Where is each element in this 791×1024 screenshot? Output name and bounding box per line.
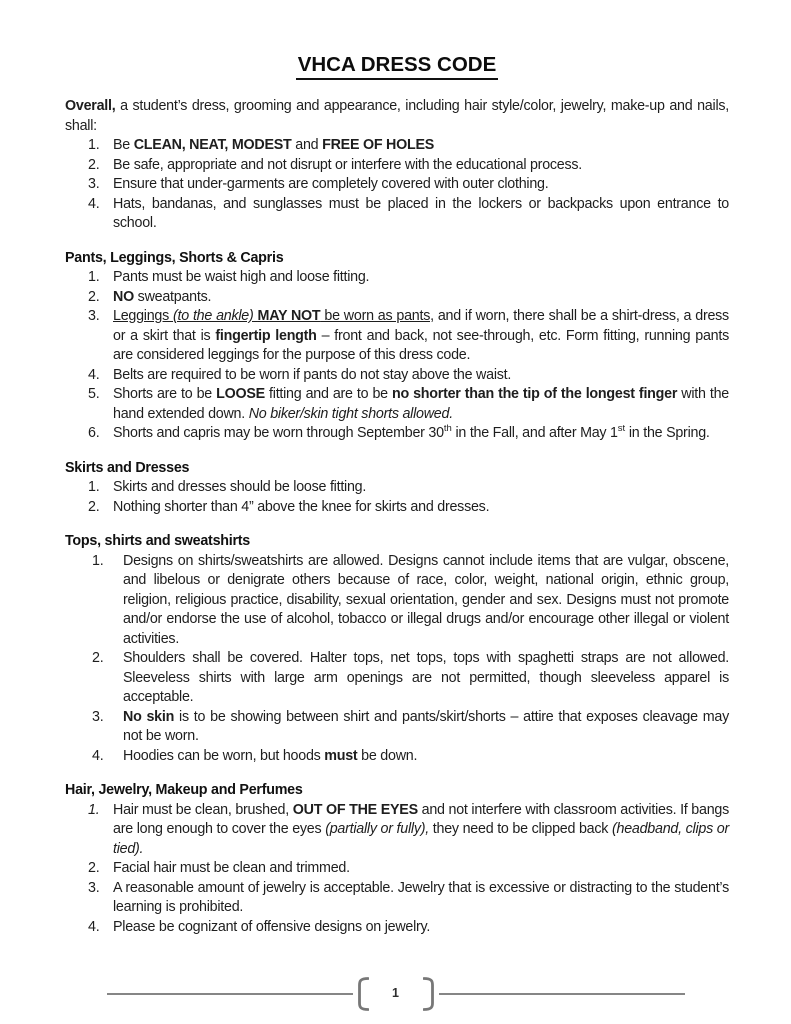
list-item-text <box>113 859 729 879</box>
text-segment: Shoulders shall be covered. Halter tops, net tops, tops with spaghetti straps are not allowed. Sleeveless shirts with large arm openings are not permitted, though sleeveless apparel is acceptable. <box>123 650 729 705</box>
list-item-number: 2. <box>88 288 100 305</box>
list-item-number: 2. <box>88 860 100 876</box>
list-item-text <box>123 552 729 650</box>
list-item-pants-1 <box>65 268 729 288</box>
list-item-number: 4. <box>92 747 104 764</box>
text-segment: – front and back, not see-through, etc. Form fitting, running pants are considered leggings for the purpose of this dress code. <box>113 327 729 363</box>
section-hair <box>65 781 729 937</box>
text-segment: Overall, <box>65 98 116 114</box>
list-item-text <box>113 136 729 156</box>
text-segment: Hats, bandanas, and sunglasses must be placed in the lockers or backpacks upon entrance to school. <box>113 195 729 231</box>
text-segment: is to be showing between shirt and pants/skirt/shorts – attire that exposes cleavage may not be worn. <box>123 708 730 744</box>
text-segment: Hoodies can be worn, but hoods <box>123 747 325 764</box>
list-item-text <box>113 195 729 234</box>
section-tops <box>65 532 729 766</box>
text-segment: NO <box>113 288 134 305</box>
text-segment: FREE OF HOLES <box>322 137 435 153</box>
text-segment: and <box>291 137 323 153</box>
footer-rule-right <box>439 993 685 995</box>
text-segment: must <box>324 747 358 764</box>
list-item-text <box>113 918 729 938</box>
list-item-number: 1. <box>92 552 104 569</box>
list-item-pants-3 <box>65 307 729 366</box>
text-segment: sweatpants. <box>133 288 212 305</box>
list-item-overall-2 <box>65 156 729 176</box>
footer-rule-left <box>107 993 353 995</box>
text-segment: and not interfere with classroom activities. If bangs are long enough to cover the eyes <box>113 801 730 837</box>
list-item-number: 4. <box>88 366 100 383</box>
list-item-overall-3 <box>65 175 729 195</box>
list-item-hair-1 <box>65 801 729 860</box>
text-segment: MAY NOT <box>257 308 321 324</box>
text-segment: No skin <box>123 708 175 725</box>
text-segment: Belts are required to be worn if pants do not stay above the waist. <box>113 366 512 383</box>
text-segment: they need to be clipped back <box>428 821 612 837</box>
list-item-number: 5. <box>88 386 100 402</box>
text-segment: Leggings <box>113 308 174 324</box>
list-item-number: 4. <box>88 195 100 212</box>
list-item-text <box>113 478 729 498</box>
text-segment: OUT OF THE EYES <box>292 801 418 818</box>
section-heading-pants: Pants, Leggings, Shorts & Capris <box>65 249 284 266</box>
section-skirts <box>65 459 729 518</box>
list-item-text <box>113 366 729 386</box>
text-segment: Shorts and capris may be worn through September 30 <box>113 425 444 441</box>
section-heading-skirts: Skirts and Dresses <box>65 459 190 476</box>
page-number: 1 <box>392 986 399 1001</box>
list-item-tops-2 <box>65 649 729 708</box>
text-segment: Shorts are to be <box>113 386 217 402</box>
section-heading-tops: Tops, shirts and sweatshirts <box>65 533 250 549</box>
list-item-number: 3. <box>88 879 100 896</box>
list-item-pants-4 <box>65 366 729 386</box>
text-segment: and if worn, there shall be a shirt-dress, a dress or a skirt that is <box>113 308 729 344</box>
text-segment: Please be cognizant of offensive designs on jewelry. <box>113 918 431 935</box>
text-segment: in the Spring. <box>625 425 710 441</box>
text-segment: with the hand extended down. <box>113 386 729 422</box>
document-title: VHCA DRESS CODE <box>296 52 499 80</box>
list-item-text <box>113 385 729 424</box>
text-segment: st <box>617 423 626 435</box>
list-item-text <box>113 424 729 444</box>
list-item-pants-6 <box>65 424 729 444</box>
list-item-number: 3. <box>92 708 104 725</box>
title-row <box>65 52 729 80</box>
text-segment: Facial hair must be clean and trimmed. <box>113 860 350 876</box>
list-item-tops-1 <box>65 552 729 650</box>
curved-bracket-left-icon <box>355 976 369 1012</box>
text-segment: Ensure that under-garments are completely covered with outer clothing. <box>113 176 549 192</box>
list-item-text <box>113 268 729 288</box>
section-pants <box>65 249 729 444</box>
list-item-text <box>113 175 729 195</box>
list-item-text <box>113 156 729 176</box>
text-segment: Pants must be waist high and loose fitting. <box>113 269 370 285</box>
text-segment: LOOSE <box>216 386 265 402</box>
list-item-text <box>123 747 729 767</box>
list-item-text <box>113 801 729 860</box>
list-item-text <box>113 307 729 366</box>
text-segment: fitting and are to be <box>264 386 392 402</box>
list-item-number: 1. <box>88 137 100 153</box>
text-segment: be down. <box>357 747 418 764</box>
list-item-overall-4 <box>65 195 729 234</box>
text-segment: Be <box>113 137 134 153</box>
text-segment: be worn as pants, <box>320 308 434 324</box>
text-segment: fingertip length <box>215 327 317 344</box>
list-item-tops-4 <box>65 747 729 767</box>
list-item-number: 6. <box>88 425 100 441</box>
list-item-text <box>113 879 729 918</box>
page-footer <box>0 976 791 1012</box>
text-segment: Be safe, appropriate and not disrupt or interfere with the educational process. <box>113 156 583 173</box>
text-segment: Nothing shorter than 4” above the knee for skirts and dresses. <box>113 498 490 515</box>
list-item-pants-5 <box>65 385 729 424</box>
list-item-text <box>113 288 729 308</box>
text-segment: (partially or fully), <box>325 821 429 837</box>
list-item-hair-4 <box>65 918 729 938</box>
list-item-number: 1. <box>88 479 100 495</box>
curved-bracket-right-icon <box>423 976 437 1012</box>
list-item-number: 3. <box>88 308 100 324</box>
list-item-number: 4. <box>88 918 100 935</box>
list-item-text <box>113 498 729 518</box>
list-item-pants-2 <box>65 288 729 308</box>
intro-paragraph <box>65 97 729 136</box>
list-item-number: 1. <box>88 269 100 285</box>
list-item-skirts-1 <box>65 478 729 498</box>
list-item-overall-1 <box>65 136 729 156</box>
list-item-text <box>123 708 729 747</box>
list-item-number: 3. <box>88 176 100 192</box>
list-item-tops-3 <box>65 708 729 747</box>
text-segment: CLEAN, NEAT, MODEST <box>133 137 292 153</box>
section-heading-hair: Hair, Jewelry, Makeup and Perfumes <box>65 782 303 798</box>
section-overall <box>65 97 729 234</box>
text-segment: A reasonable amount of jewelry is acceptable. Jewelry that is excessive or distracting to the student’s learning is prohibited. <box>113 879 729 915</box>
list-item-text <box>123 649 729 708</box>
text-segment: in the Fall, and after May 1 <box>451 425 618 441</box>
list-item-hair-3 <box>65 879 729 918</box>
text-segment: Hair must be clean, brushed, <box>113 801 293 818</box>
text-segment: (to the ankle) <box>173 308 254 324</box>
list-item-number: 2. <box>88 156 100 173</box>
list-item-number: 2. <box>88 498 100 515</box>
text-segment: Designs on shirts/sweatshirts are allowed. Designs cannot include items that are vulgar, obscene, and libelous or denigrate others because of race, color, weight, national origin, ethnic group, religion, religious practice, disability, sexual orientation, gender and sex. Designs must not promote and/or endorse the use of alcohol, tobacco or illegal drugs and/or encourage other illegal or violent activities. <box>123 552 729 647</box>
list-item-number: 1. <box>88 801 100 818</box>
text-segment: th <box>443 423 452 435</box>
text-segment: Skirts and dresses should be loose fitting. <box>113 479 367 495</box>
document-sections <box>65 97 729 937</box>
list-item-hair-2 <box>65 859 729 879</box>
list-item-number: 2. <box>92 650 104 666</box>
text-segment: no shorter than the tip of the longest finger <box>392 386 678 402</box>
text-segment: a student’s dress, grooming and appearance, including hair style/color, jewelry, make-up and nails, shall: <box>65 98 729 134</box>
list-item-skirts-2 <box>65 498 729 518</box>
text-segment: (headband, clips or tied). <box>113 821 729 857</box>
text-segment: No biker/skin tight shorts allowed. <box>248 405 453 422</box>
